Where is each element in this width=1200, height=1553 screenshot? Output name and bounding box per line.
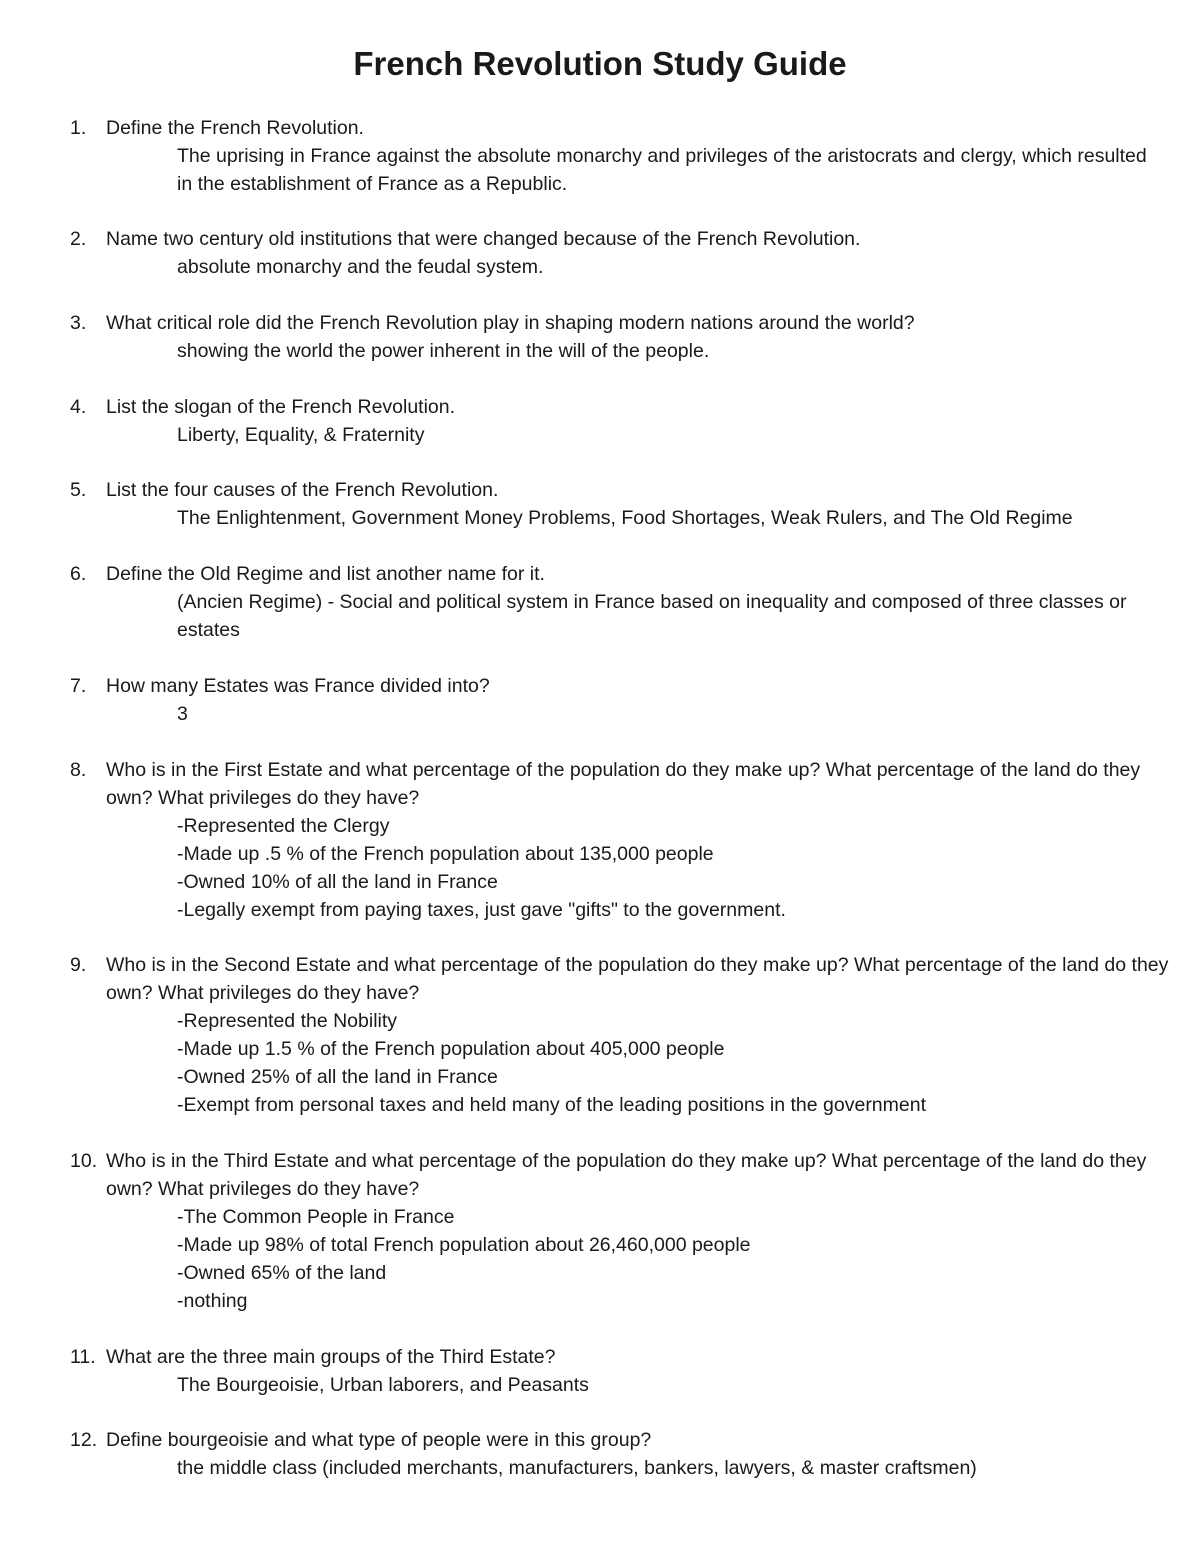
answer-line: the middle class (included merchants, manufacturers, bankers, lawyers, & master craftsmen) xyxy=(177,1457,977,1479)
answer-line: -Owned 25% of all the land in France xyxy=(177,1066,498,1088)
answer-line: -Represented the Nobility xyxy=(177,1010,398,1032)
answer-text xyxy=(177,504,1167,532)
question-item xyxy=(70,951,1170,1119)
question-text: List the slogan of the French Revolution. xyxy=(106,396,456,418)
question-number: 1. xyxy=(70,117,87,139)
answer-text xyxy=(177,1007,1167,1119)
answer-line: The Bourgeoisie, Urban laborers, and Peasants xyxy=(177,1374,589,1396)
question-number: 11. xyxy=(70,1346,96,1368)
answer-line: -The Common People in France xyxy=(177,1206,455,1228)
question-item xyxy=(70,756,1170,924)
answer-line: -Represented the Clergy xyxy=(177,815,390,837)
answer-text xyxy=(177,1454,1167,1482)
question-number: 5. xyxy=(70,479,87,501)
question-number: 7. xyxy=(70,675,87,697)
question-text: Define the Old Regime and list another name for it. xyxy=(106,563,545,585)
question-item xyxy=(70,309,1170,365)
question-number: 9. xyxy=(70,954,87,976)
answer-text xyxy=(177,337,1167,365)
question-text: What critical role did the French Revolution play in shaping modern nations around the world? xyxy=(106,312,915,334)
question-text: Name two century old institutions that were changed because of the French Revolution. xyxy=(106,228,861,250)
question-item xyxy=(70,1147,1170,1315)
question-text: Who is in the Third Estate and what percentage of the population do they make up? What percentage of the land do they own? What privileges do they have? xyxy=(106,1150,1147,1200)
answer-line: (Ancien Regime) - Social and political system in France based on inequality and composed of three classes or estates xyxy=(177,591,1127,641)
answer-text xyxy=(177,700,1167,728)
answer-text xyxy=(177,142,1167,198)
answer-line: -Made up .5 % of the French population about 135,000 people xyxy=(177,843,714,865)
question-text: What are the three main groups of the Third Estate? xyxy=(106,1346,556,1368)
answer-line: 3 xyxy=(177,703,188,725)
answer-line: -Made up 1.5 % of the French population about 405,000 people xyxy=(177,1038,725,1060)
question-number: 3. xyxy=(70,312,87,334)
question-item xyxy=(70,1426,1170,1482)
answer-line: Liberty, Equality, & Fraternity xyxy=(177,424,425,446)
question-number: 12. xyxy=(70,1429,98,1451)
answer-line: -Legally exempt from paying taxes, just gave "gifts" to the government. xyxy=(177,899,786,921)
answer-text xyxy=(177,1371,1167,1399)
question-text: Who is in the First Estate and what percentage of the population do they make up? What percentage of the land do they own? What privileges do they have? xyxy=(106,759,1141,809)
question-item xyxy=(70,672,1170,728)
question-text: Define the French Revolution. xyxy=(106,117,364,139)
answer-line: absolute monarchy and the feudal system. xyxy=(177,256,544,278)
question-number: 4. xyxy=(70,396,87,418)
question-text: List the four causes of the French Revolution. xyxy=(106,479,499,501)
answer-line: -Made up 98% of total French population about 26,460,000 people xyxy=(177,1234,751,1256)
question-text: Define bourgeoisie and what type of people were in this group? xyxy=(106,1429,652,1451)
answer-text xyxy=(177,812,1167,924)
answer-line: -Exempt from personal taxes and held many of the leading positions in the government xyxy=(177,1094,927,1116)
question-number: 6. xyxy=(70,563,87,585)
question-item xyxy=(70,560,1170,644)
answer-line: showing the world the power inherent in the will of the people. xyxy=(177,340,710,362)
question-text: Who is in the Second Estate and what percentage of the population do they make up? What percentage of the land do they own? What privileges do they have? xyxy=(106,954,1169,1004)
question-item xyxy=(70,476,1170,532)
question-text: How many Estates was France divided into? xyxy=(106,675,490,697)
answer-text xyxy=(177,588,1167,644)
answer-text xyxy=(177,253,1167,281)
question-item xyxy=(70,393,1170,449)
page-title: French Revolution Study Guide xyxy=(353,45,847,82)
answer-line: The Enlightenment, Government Money Problems, Food Shortages, Weak Rulers, and The Old Regime xyxy=(177,507,1073,529)
answer-text xyxy=(177,1203,1167,1315)
question-number: 8. xyxy=(70,759,87,781)
question-number: 10. xyxy=(70,1150,98,1172)
answer-line: -Owned 10% of all the land in France xyxy=(177,871,498,893)
question-item xyxy=(70,1343,1170,1399)
question-number: 2. xyxy=(70,228,87,250)
answer-line: -nothing xyxy=(177,1290,248,1312)
question-item xyxy=(70,225,1170,281)
answer-line: The uprising in France against the absolute monarchy and privileges of the aristocrats and clergy, which resulted in the establishment of France as a Republic. xyxy=(177,145,1147,195)
question-item xyxy=(70,114,1170,198)
answer-text xyxy=(177,421,1167,449)
answer-line: -Owned 65% of the land xyxy=(177,1262,387,1284)
